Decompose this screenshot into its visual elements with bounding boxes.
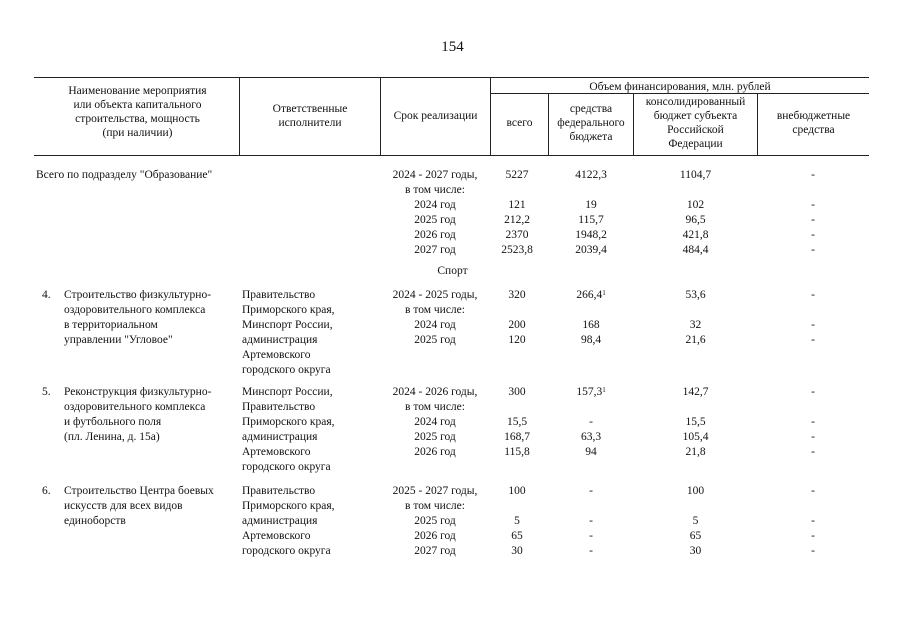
- total-cell: 30: [511, 545, 523, 557]
- extrabudget-cell: -: [811, 485, 815, 497]
- total-cell: 212,2: [504, 214, 530, 226]
- term-cell: 2024 - 2025 годы,: [392, 289, 478, 301]
- total-cell: 5227: [505, 169, 529, 181]
- consolidated-cell: 484,4: [682, 244, 709, 256]
- consolidated-cell: 32: [689, 319, 702, 331]
- header-executors-line: Ответственные: [272, 103, 348, 115]
- consolidated-cell: 53,6: [685, 289, 706, 301]
- header-extrabudget-line: внебюджетные: [776, 110, 851, 122]
- header-federal: [549, 102, 633, 144]
- extrabudget-cell: -: [811, 319, 815, 331]
- consolidated-cell: 1104,7: [679, 169, 712, 181]
- item-executor-line: Артемовского: [242, 349, 311, 361]
- term-cell: 2025 год: [414, 334, 456, 346]
- term-cell: в том числе:: [405, 184, 465, 196]
- federal-cell: -: [589, 515, 593, 527]
- total-cell: 15,5: [506, 416, 528, 428]
- item-executor-line: Приморского края,: [242, 500, 335, 512]
- extrabudget-cell: -: [811, 545, 815, 557]
- term-cell: в том числе:: [405, 401, 465, 413]
- header-executors-line: исполнители: [278, 117, 342, 129]
- header-consolidated-line: Российской: [667, 124, 724, 136]
- extrabudget-cell: -: [811, 431, 815, 443]
- item-executor-line: Минспорт России,: [242, 319, 333, 331]
- header-name-line: строительства, мощность: [75, 113, 200, 125]
- header-consolidated-line: Федерации: [668, 138, 723, 150]
- table-top-rule: [34, 77, 869, 78]
- header-executors: [240, 102, 380, 130]
- federal-cell: 266,4$^1$: [576, 289, 606, 301]
- total-cell: 2370: [505, 229, 529, 241]
- header-federal-line: бюджета: [569, 131, 613, 143]
- consolidated-cell: 100: [686, 485, 705, 497]
- total-cell: 5: [514, 515, 520, 527]
- total-cell: 200: [508, 319, 526, 331]
- item-executor-line: городского округа: [242, 364, 331, 376]
- federal-cell: 2039,4: [575, 244, 607, 256]
- federal-cell: 115,7: [578, 214, 604, 226]
- item-name-line: единоборств: [64, 515, 126, 527]
- consolidated-cell: 421,8: [682, 229, 709, 241]
- item-number: 5.: [42, 386, 51, 398]
- total-cell: 2523,8: [501, 244, 533, 256]
- consolidated-cell: 142,7: [682, 386, 709, 398]
- extrabudget-cell: -: [811, 386, 815, 398]
- term-cell: в том числе:: [405, 500, 465, 512]
- item-number: 4.: [42, 289, 51, 301]
- consolidated-cell: 30: [689, 545, 702, 557]
- extrabudget-cell: -: [811, 334, 815, 346]
- item-name-line: (пл. Ленина, д. 15а): [64, 431, 160, 443]
- item-number: 6.: [42, 485, 51, 497]
- total-cell: 115,8: [504, 446, 530, 458]
- header-name-line: Наименование мероприятия: [68, 85, 207, 97]
- term-cell: 2024 - 2026 годы,: [392, 386, 478, 398]
- item-executor-line: Артемовского: [242, 446, 311, 458]
- total-cell: 168,7: [504, 431, 530, 443]
- item-name-line: искусств для всех видов: [64, 500, 183, 512]
- header-extrabudget-line: средства: [792, 124, 835, 136]
- federal-cell: 157,3$^1$: [576, 386, 606, 398]
- item-executor-line: Минспорт России,: [242, 386, 333, 398]
- term-cell: 2025 год: [414, 214, 456, 226]
- header-federal-line: средства: [569, 103, 613, 115]
- consolidated-cell: 5: [692, 515, 699, 527]
- page-number: 154: [441, 39, 464, 55]
- consolidated-cell: 102: [686, 199, 705, 211]
- term-cell: 2026 год: [414, 446, 456, 458]
- item-name-line: оздоровительного комплекса: [64, 304, 206, 316]
- summary-title: Всего по подразделу "Образование": [36, 169, 213, 181]
- extrabudget-cell: -: [811, 169, 815, 181]
- consolidated-cell: 15,5: [685, 416, 706, 428]
- total-cell: 65: [511, 530, 523, 542]
- header-federal-line: федерального: [557, 117, 625, 129]
- item-executor-line: администрация: [242, 431, 318, 443]
- item-name-line: в территориальном: [64, 319, 158, 331]
- term-cell: 2027 год: [414, 244, 456, 256]
- federal-cell: -: [589, 416, 593, 428]
- header-extrabudget: [758, 109, 869, 137]
- item-executor-line: Приморского края,: [242, 304, 335, 316]
- extrabudget-cell: -: [811, 214, 815, 226]
- federal-cell: 94: [585, 446, 597, 458]
- header-term: Срок реализации: [393, 110, 478, 122]
- item-name-line: и футбольного поля: [64, 416, 162, 428]
- consolidated-cell: 96,5: [685, 214, 706, 226]
- term-cell: в том числе:: [405, 304, 465, 316]
- item-executor-line: Приморского края,: [242, 416, 335, 428]
- header-name-line: (при наличии): [102, 127, 173, 139]
- item-name-line: Реконструкция физкультурно-: [64, 386, 212, 398]
- term-cell: 2025 год: [414, 431, 456, 443]
- term-cell: 2025 год: [414, 515, 456, 527]
- federal-cell: -: [589, 545, 593, 557]
- item-name-line: Строительство Центра боевых: [64, 485, 214, 497]
- header-consolidated-line: бюджет субъекта: [653, 110, 738, 122]
- term-cell: 2025 - 2027 годы,: [392, 485, 478, 497]
- federal-cell: -: [589, 530, 593, 542]
- item-executor-line: городского округа: [242, 545, 331, 557]
- item-executor-line: Артемовского: [242, 530, 311, 542]
- extrabudget-cell: -: [811, 515, 815, 527]
- extrabudget-cell: -: [811, 416, 815, 428]
- header-consolidated: [634, 95, 757, 151]
- item-executor-line: Правительство: [242, 289, 316, 301]
- header-consolidated-line: консолидированный: [645, 96, 746, 108]
- term-cell: 2024 - 2027 годы,: [392, 169, 478, 181]
- consolidated-cell: 21,8: [685, 446, 706, 458]
- extrabudget-cell: -: [811, 530, 815, 542]
- section-title: Спорт: [437, 265, 468, 277]
- term-cell: 2024 год: [414, 199, 456, 211]
- consolidated-cell: 21,6: [685, 334, 706, 346]
- term-cell: 2027 год: [414, 545, 456, 557]
- federal-cell: 168: [582, 319, 600, 331]
- item-name-line: Строительство физкультурно-: [64, 289, 212, 301]
- federal-cell: 4122,3: [575, 169, 607, 181]
- item-executor-line: администрация: [242, 515, 318, 527]
- item-name-line: управлении "Угловое": [64, 334, 173, 346]
- total-cell: 320: [508, 289, 526, 301]
- extrabudget-cell: -: [811, 244, 815, 256]
- header-name: [40, 84, 235, 140]
- footnote-mark: 1: [602, 289, 606, 297]
- header-funding-title: Объем финансирования, млн. рублей: [589, 81, 771, 93]
- federal-cell: 1948,2: [575, 229, 607, 241]
- consolidated-cell: 105,4: [682, 431, 709, 443]
- total-cell: 120: [508, 334, 526, 346]
- term-cell: 2024 год: [414, 416, 456, 428]
- total-cell: 100: [508, 485, 526, 497]
- federal-cell: 98,4: [580, 334, 602, 346]
- extrabudget-cell: -: [811, 199, 815, 211]
- footnote-mark: 1: [602, 386, 606, 394]
- total-cell: 300: [508, 386, 526, 398]
- term-cell: 2026 год: [414, 229, 456, 241]
- federal-cell: 19: [585, 199, 597, 211]
- item-executor-line: Правительство: [242, 485, 316, 497]
- header-bottom-rule: [34, 155, 869, 156]
- term-cell: 2026 год: [414, 530, 456, 542]
- item-executor-line: администрация: [242, 334, 318, 346]
- term-cell: 2024 год: [414, 319, 456, 331]
- extrabudget-cell: -: [811, 229, 815, 241]
- header-total: всего: [506, 117, 533, 129]
- federal-cell: -: [589, 485, 593, 497]
- extrabudget-cell: -: [811, 289, 815, 301]
- item-executor-line: городского округа: [242, 461, 331, 473]
- total-cell: 121: [508, 199, 526, 211]
- item-name-line: оздоровительного комплекса: [64, 401, 206, 413]
- extrabudget-cell: -: [811, 446, 815, 458]
- federal-cell: 63,3: [580, 431, 602, 443]
- consolidated-cell: 65: [689, 530, 702, 542]
- header-name-line: или объекта капитального: [73, 99, 202, 111]
- item-executor-line: Правительство: [242, 401, 316, 413]
